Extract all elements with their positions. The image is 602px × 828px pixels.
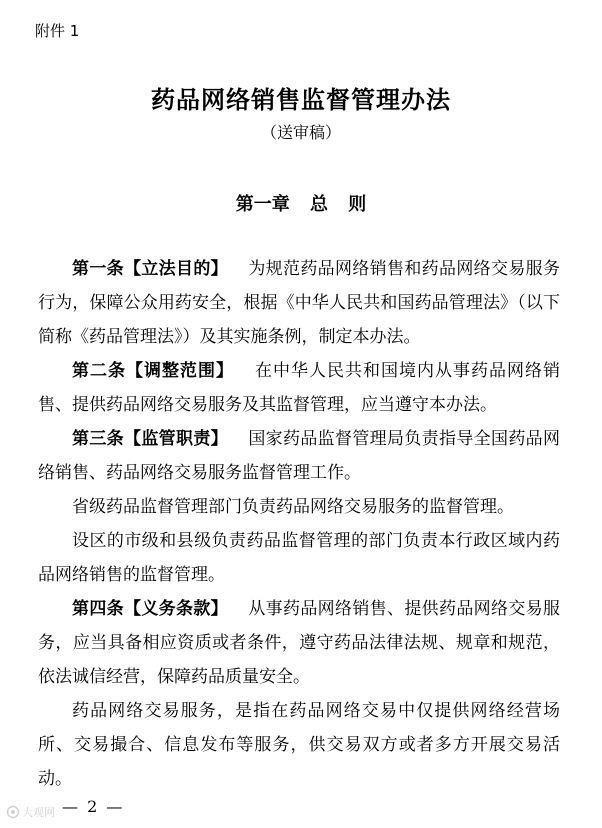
article-heading: 第二条【调整范围】 — [72, 361, 234, 381]
article-text: 为规范药品网络销售和药品网络交易服务行为，保障公众用药安全，根据《中华人民共和国药品管理法》（以下简称《药品管理法》）及其实施条例，制定本办法。 — [38, 259, 560, 347]
article-text: 国家药品监督管理局负责指导全国药品网络销售、药品网络交易服务监督管理工作。 — [38, 429, 560, 483]
article-1 — [38, 252, 560, 354]
article-2 — [38, 354, 560, 422]
article-heading: 第一条【立法目的】 — [72, 259, 228, 279]
page-number: — 2 — — [62, 797, 125, 816]
article-3-paragraph: 设区的市级和县级负责药品监督管理的部门负责本行政区域内药品网络销售的监督管理。 — [38, 531, 560, 585]
draft-note: （送审稿） — [260, 123, 341, 142]
document-title: 药品网络销售监督管理办法 — [151, 85, 451, 114]
attachment-label: 附件 1 — [35, 22, 80, 40]
document-body — [38, 252, 560, 796]
watermark-text: 大观网 — [22, 806, 55, 819]
article-4-paragraph: 药品网络交易服务，是指在药品网络交易中仅提供网络经营场所、交易撮合、信息发布等服务，供交易双方或者多方开展交易活动。 — [38, 701, 560, 789]
watermark — [6, 804, 55, 820]
article-text: 从事药品网络销售、提供药品网络交易服务，应当具备相应资质或者条件，遵守药品法律法规、规章和规范，依法诚信经营，保障药品质量安全。 — [38, 599, 560, 687]
article-heading: 第三条【监管职责】 — [72, 429, 228, 449]
article-text: 在中华人民共和国境内从事药品网络销售、提供药品网络交易服务及其监督管理，应当遵守本办法。 — [38, 361, 560, 415]
article-4 — [38, 592, 560, 694]
article-heading: 第四条【义务条款】 — [72, 599, 228, 619]
article-3 — [38, 422, 560, 490]
watermark-logo-icon — [6, 805, 20, 819]
article-3-paragraph: 省级药品监督管理部门负责药品网络交易服务的监督管理。 — [72, 497, 514, 517]
chapter-title: 第一章 总 则 — [235, 194, 367, 215]
